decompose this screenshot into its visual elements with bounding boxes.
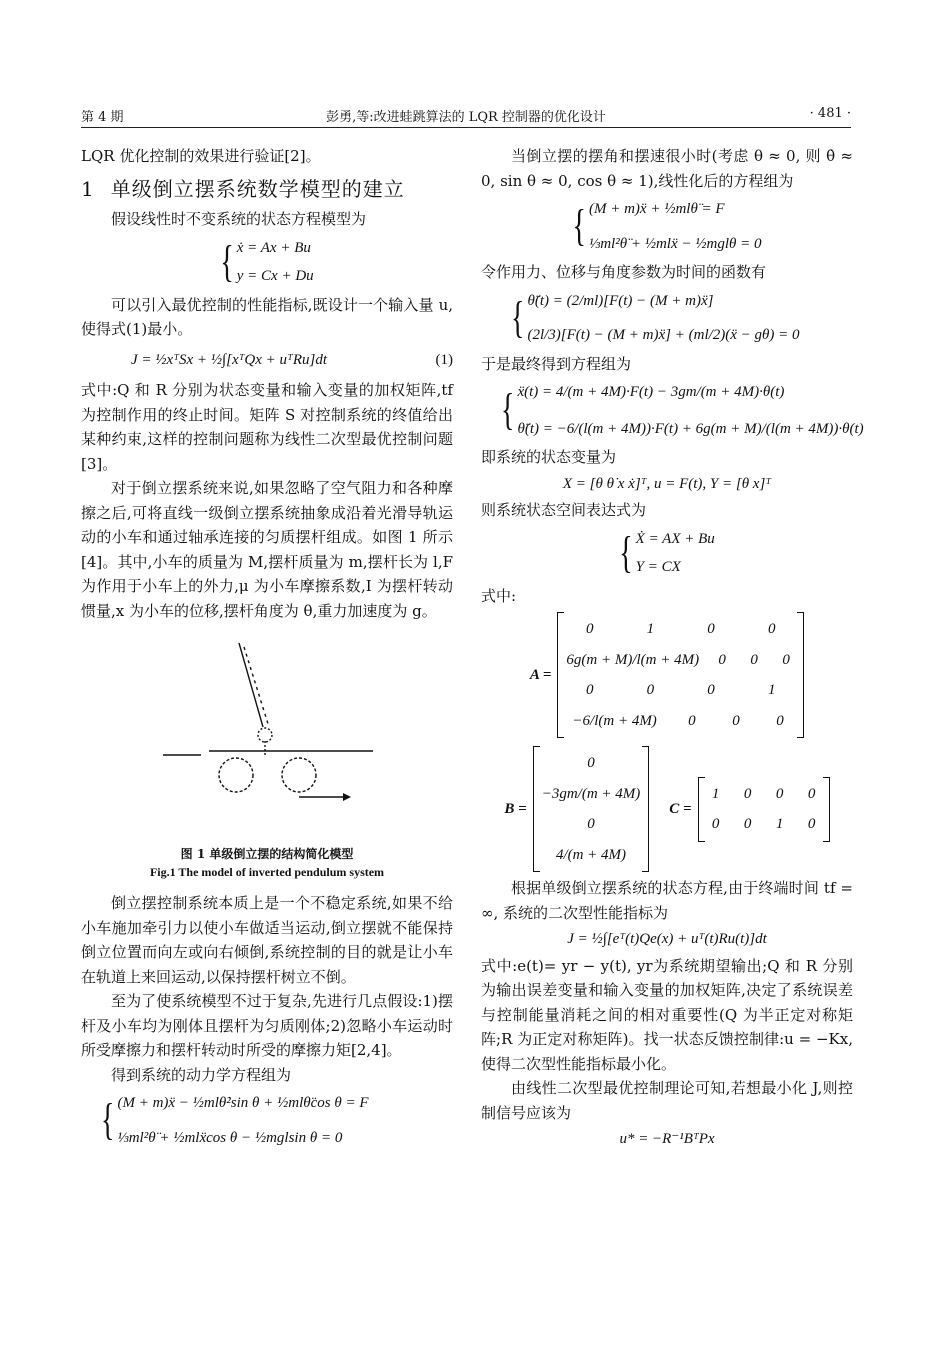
matrix-cell: 4/(m + 4M)	[555, 846, 627, 863]
equation: ẋ = Ax + Bu	[236, 239, 311, 256]
equation: ⅓ml²θ̈ + ½mlẍ − ½mglθ = 0	[588, 235, 762, 252]
matrix-label: B =	[504, 800, 527, 817]
brace: {	[572, 200, 586, 251]
matrix-row	[542, 779, 641, 810]
matrix-row	[542, 748, 641, 779]
equation: ẍ(t) = 4/(m + 4M)·F(t) − 3gm/(m + 4M)·θ(t)	[517, 384, 785, 400]
equation-1	[81, 348, 453, 373]
equation: (M + m)ẍ + ½mlθ̈ = F	[588, 201, 725, 217]
equation: J = ½xᵀSx + ½∫[xᵀQx + uᵀRu]dt	[131, 351, 327, 368]
matrix-cell: 0	[743, 785, 752, 802]
state-space-system	[481, 527, 853, 580]
page-number: · 481 ·	[809, 106, 851, 121]
matrix-row	[566, 645, 795, 676]
linearized-equation-system	[481, 197, 853, 256]
paragraph: 根据单级倒立摆系统的状态方程,由于终端时间 tf = ∞, 系统的二次型性能指标为	[481, 879, 853, 922]
matrix-row	[707, 779, 821, 810]
matrix-body	[533, 746, 650, 872]
equation: (2l/3)[F(t) − (M + m)ẍ] + (ml/2)(ẍ − gθ) = 0	[527, 327, 800, 343]
final-equation-system	[481, 380, 864, 441]
paragraph: 对于倒立摆系统来说,如果忽略了空气阻力和各种摩擦之后,可将直线一级倒立摆系统抽象成沿着光滑导轨运动的小车和通过轴承连接的匀质摆杆组成。如图 1 所示[4]。其中,小车的质量为 M,摆杆质量为 m,摆杆长为 l,F 为作用于小车上的外力,μ 为小车摩擦系数,I 为摆杆转动惯量,x 为小车的位移,摆杆角度为 θ,重力加速度为 g。	[81, 479, 453, 620]
figure-1	[81, 631, 453, 843]
matrix-cell: 0	[688, 712, 696, 729]
matrix-cell: −3gm/(m + 4M)	[541, 785, 641, 802]
matrix-cell: 1	[767, 682, 776, 698]
matrix-label: A =	[529, 666, 552, 683]
matrix-c	[669, 777, 829, 842]
brace: {	[619, 527, 633, 577]
paragraph: 式中:e(t)= yr − y(t), yr为系统期望输出;Q 和 R 分别为输出误差变量和输入变量的加权矩阵,决定了系统误差与控制能量消耗之间的相对重要性(Q 为半正定对称矩阵;R 为正定对称矩阵)。找一状态反馈控制律:u = −Kx,使得二次型性能指标最小化。	[481, 956, 853, 1073]
matrix-cell: 0	[807, 785, 816, 802]
matrix-cell: 0	[767, 621, 776, 637]
brace: {	[511, 292, 525, 342]
matrix-cell: 0	[776, 712, 784, 729]
matrix-cell: 0	[750, 651, 758, 668]
section-number: 1	[81, 176, 95, 201]
brace: {	[101, 1094, 115, 1145]
control-law: u* = −R⁻¹BᵀPx	[619, 1131, 715, 1147]
matrix-cell: 0	[732, 712, 740, 729]
matrix-body	[698, 777, 830, 842]
paragraph: LQR 优化控制的效果进行验证[2]。	[81, 147, 321, 165]
matrix-row	[566, 675, 795, 706]
matrix-row	[542, 809, 641, 840]
figure-caption-en: Fig.1 The model of inverted pendulum system	[149, 865, 385, 879]
right-column	[481, 144, 864, 1154]
matrix-cell: 0	[711, 816, 720, 832]
matrix-cell: 0	[585, 682, 594, 698]
matrix-row	[566, 614, 795, 645]
left-column	[81, 144, 453, 1154]
equation: θ̈(t) = −6/(l(m + 4M))·F(t) + 6g(m + M)/(l(m + 4M))·θ(t)	[517, 420, 864, 437]
paragraph: 于是最终得到方程组为	[481, 354, 632, 373]
equation-tag: (1)	[435, 351, 453, 368]
equation: θ̈(t) = (2/ml)[F(t) − (M + m)ẍ]	[527, 292, 714, 309]
matrix-cell: 0	[718, 651, 726, 668]
section-title: 单级倒立摆系统数学模型的建立	[110, 176, 405, 201]
matrix-cell: 6g(m + M)/l(m + 4M)	[566, 651, 700, 668]
paragraph: 当倒立摆的摆角和摆速很小时(考虑 θ ≈ 0, 则 θ̇ ≈ 0, sin θ ≈ 0, cos θ ≈ 1),线性化后的方程组为	[481, 147, 853, 190]
performance-index: J = ½∫[eᵀ(t)Qe(x) + uᵀ(t)Ru(t)]dt	[567, 931, 767, 947]
matrix-row	[707, 809, 821, 840]
figure-caption-cn: 图 1 单级倒立摆的结构简化模型	[180, 847, 354, 861]
matrix-cell: −6/l(m + 4M)	[572, 712, 657, 729]
matrix-cell: 0	[707, 682, 715, 698]
header-rule	[81, 127, 851, 128]
matrix-row	[566, 706, 795, 737]
paragraph: 式中:Q 和 R 分别为状态变量和输入变量的加权矩阵,tf为控制作用的终止时间。矩阵 S 对控制系统的终值给出某种约束,这样的控制问题称为线性二次型最优控制问题[3]。	[81, 381, 453, 473]
matrix-b	[504, 746, 649, 872]
matrix-cell: 0	[585, 621, 594, 637]
matrix-cell: 0	[775, 785, 784, 802]
paragraph: 至为了使系统模型不过于复杂,先进行几点假设:1)摆杆及小车均为刚体且摆杆为匀质刚体;2)忽略小车运动时所受摩擦力和摆杆转动时所受的摩擦力矩[2,4]。	[81, 992, 453, 1059]
paragraph: 即系统的状态变量为	[481, 448, 617, 466]
matrix-cell: 0	[743, 816, 752, 832]
matrix-cell: 1	[646, 621, 655, 637]
paragraph: 得到系统的动力学方程组为	[111, 1065, 292, 1084]
state-variable-definition: X = [θ θ̇ x ẋ]ᵀ, u = F(t), Y = [θ x]ᵀ	[562, 475, 772, 492]
paragraph: 由线性二次型最优控制理论可知,若想最小化 J,则控制信号应该为	[481, 1079, 853, 1122]
paragraph: 假设线性时不变系统的状态方程模型为	[111, 210, 367, 228]
matrix-cell: 0	[807, 816, 816, 832]
equation: Y = CX	[635, 559, 681, 575]
state-equation-system	[81, 236, 453, 289]
matrix-cell: 0	[587, 755, 595, 771]
section-heading	[81, 177, 453, 202]
pendulum-diagram	[81, 631, 453, 843]
matrix-label: C =	[669, 800, 692, 817]
paragraph: 式中:	[481, 586, 517, 605]
paragraph: 令作用力、位移与角度参数为时间的函数有	[481, 263, 767, 281]
page-header	[81, 104, 851, 126]
matrix-a	[481, 612, 853, 738]
matrix-cell: 0	[707, 621, 715, 637]
matrix-cell: 0	[782, 651, 790, 668]
matrix-cell: 1	[711, 785, 720, 802]
matrix-body	[557, 612, 804, 738]
brace: {	[501, 384, 515, 435]
matrix-cell: 0	[587, 816, 595, 832]
paragraph: 可以引入最优控制的性能指标,既设计一个输入量 u,使得式(1)最小。	[81, 295, 453, 338]
equation: y = Cx + Du	[236, 268, 314, 284]
equation: ⅓ml²θ̈ + ½mlẍcos θ − ½mglsin θ = 0	[117, 1129, 343, 1146]
issue-number: 第 4 期	[81, 110, 124, 125]
paragraph: 倒立摆控制系统本质上是一个不稳定系统,如果不给小车施加牵引力以使小车做适当运动,倒立摆就不能保持倒立位置而向左或向右倾倒,系统控制的目的就是让小车在轨道上来回运动,以保持摆杆树立不倒。	[81, 894, 453, 986]
equation: (M + m)ẍ − ½mlθ̇²sin θ + ½mlθ̈cos θ = F	[117, 1095, 369, 1111]
equation: Ẋ = AX + Bu	[635, 530, 715, 547]
running-title: 彭勇,等:改进蛙跳算法的 LQR 控制器的优化设计	[326, 110, 606, 125]
dynamics-equation-system	[81, 1091, 453, 1150]
matrix-cell: 0	[646, 682, 655, 698]
matrix-cell: 1	[775, 816, 784, 832]
paragraph: 则系统状态空间表达式为	[481, 501, 647, 519]
matrix-row	[542, 840, 641, 871]
brace: {	[220, 236, 234, 286]
function-equation-system	[481, 289, 853, 348]
